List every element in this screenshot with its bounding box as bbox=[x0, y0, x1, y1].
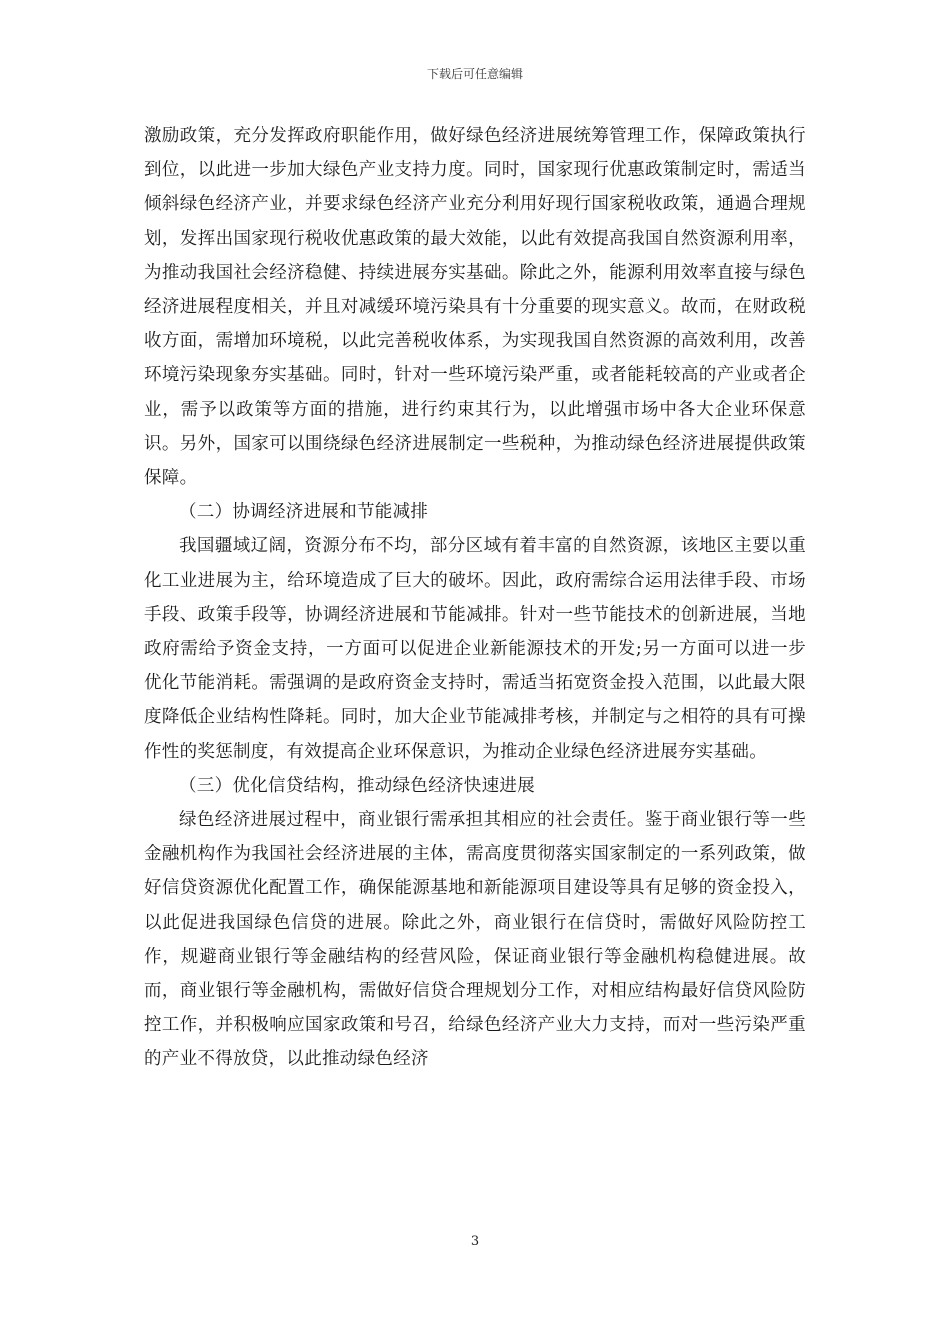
section-heading-2: （二）协调经济进展和节能减排 bbox=[179, 502, 429, 523]
page-number: 3 bbox=[470, 1234, 480, 1249]
body-paragraph-continued: 激励政策，充分发挥政府职能作用，做好绿色经济进展统筹管理工作，保障政策执行到位，以此进一步加大绿色产业支持力度。同时，国家现行优惠政策制定时，需适当倾斜绿色经济产业，并要求绿色经济产业充分利用好现行国家税收政策，通過合理规划，发挥出国家现行税收优惠政策的最大效能，以此有效提高我国自然资源利用率，为推动我国社会经济稳健、持续进展夯实基础。除此之外，能源利用效率直接与绿色经济进展程度相关，并且对减缓环境污染具有十分重要的现实意义。故而，在财政税收方面，需增加环境税，以此完善税收体系，为实现我国自然资源的高效利用，改善环境污染现象夯实基础。同时，针对一些环境污染严重，或者能耗较高的产业或者企业，需予以政策等方面的措施，进行约束其行为，以此增强市场中各大企业环保意识。另外，国家可以围绕绿色经济进展制定一些税种，为推动绿色经济进展提供政策保障。 bbox=[144, 126, 806, 489]
section-heading-3: （三）优化信贷结构，推动绿色经济快速进展 bbox=[179, 775, 535, 796]
document-body bbox=[144, 119, 806, 1077]
page-header: 下载后可任意编辑 bbox=[426, 67, 523, 81]
body-paragraph: 我国疆域辽阔，资源分布不均，部分区域有着丰富的自然资源，该地区主要以重化工业进展为主，给环境造成了巨大的破坏。因此，政府需综合运用法律手段、市场手段、政策手段等，协调经济进展和节能减排。针对一些节能技术的创新进展，当地政府需给予资金支持，一方面可以促进企业新能源技术的开发;另一方面可以进一步优化节能消耗。需强调的是政府资金支持时，需适当拓宽资金投入范围，以此最大限度降低企业结构性降耗。同时，加大企业节能减排考核，并制定与之相符的具有可操作性的奖惩制度，有效提高企业环保意识，为推动企业绿色经济进展夯实基础。 bbox=[144, 536, 806, 762]
body-paragraph: 绿色经济进展过程中，商业银行需承担其相应的社会责任。鉴于商业银行等一些金融机构作为我国社会经济进展的主体，需高度贯彻落实国家制定的一系列政策，做好信贷资源优化配置工作，确保能源基地和新能源项目建设等具有足够的资金投入，以此促进我国绿色信贷的进展。除此之外，商业银行在信贷时，需做好风险防控工作，规避商业银行等金融结构的经营风险，保证商业银行等金融机构稳健进展。故而，商业银行等金融机构，需做好信贷合理规划分工作，对相应结构最好信贷风险防控工作，并积极响应国家政策和号召，给绿色经济产业大力支持，而对一些污染严重的产业不得放贷，以此推动绿色经济 bbox=[144, 810, 806, 1070]
